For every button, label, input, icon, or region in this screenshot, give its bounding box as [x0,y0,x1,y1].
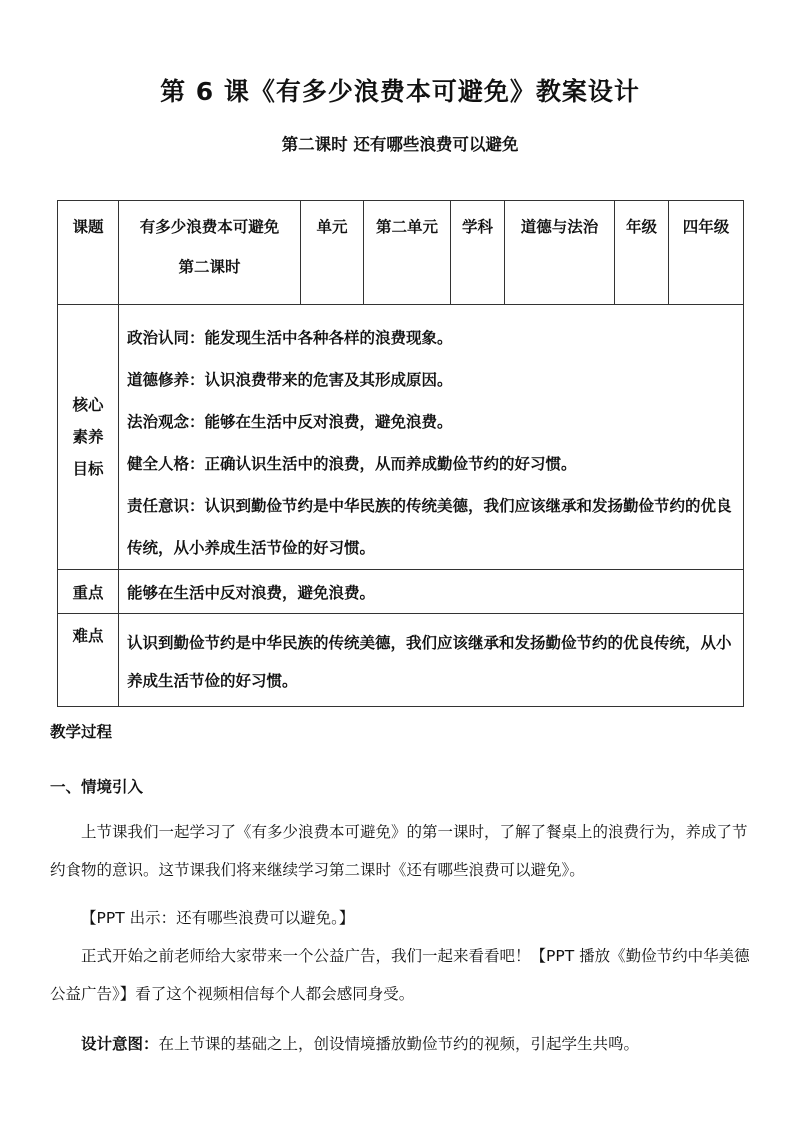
topic-line-1: 有多少浪费本可避免 [139,218,280,236]
design-intent-label: 设计意图： [81,1035,159,1053]
subject-value: 道德与法治 [505,201,615,305]
topic-line-2: 第二课时 [178,258,241,276]
paragraph-intro: 上节课我们一起学习了《有多少浪费本可避免》的第一课时，了解了餐桌上的浪费行为，养成了节约食物的意识。这节课我们将来继续学习第二课时《还有哪些浪费可以避免》。 [50,823,748,879]
design-intent-text: 在上节课的基础之上，创设情境播放勤俭节约的视频，引起学生共鸣。 [158,1035,640,1053]
subject-label: 学科 [451,201,505,305]
core-goal-item: 道德修养：认识浪费带来的危害及其形成原因。 [127,371,453,389]
paragraph-video: 正式开始之前老师给大家带来一个公益广告，我们一起来看看吧！【PPT 播放《勤俭节约中华美德公益广告》】看了这个视频相信每个人都会感同身受。 [50,947,750,1003]
grade-label: 年级 [615,201,669,305]
topic-value [119,201,301,305]
grade-value: 四年级 [669,201,744,305]
core-goal-item: 政治认同：能发现生活中各种各样的浪费现象。 [127,329,453,347]
key-point-label: 重点 [58,570,119,614]
topic-label: 课题 [58,201,119,305]
paragraph-design-intent [50,1025,750,1063]
core-label-line-1: 核心 [72,396,104,414]
paragraph-ppt: 【PPT 出示：还有哪些浪费可以避免。】 [81,909,355,927]
document-subtitle: 第二课时 还有哪些浪费可以避免 [281,135,519,154]
core-goals-label [58,305,119,570]
core-goals-list [119,305,744,570]
difficulty-label: 难点 [58,614,119,707]
core-goal-item: 责任意识：认识到勤俭节约是中华民族的传统美德，我们应该继承和发扬勤俭节约的优良传统，从小养成生活节俭的好习惯。 [127,497,732,557]
core-label-line-3: 目标 [72,460,104,478]
lesson-info-table [57,200,744,707]
key-point-text: 能够在生活中反对浪费，避免浪费。 [119,570,744,614]
core-goal-item: 健全人格：正确认识生活中的浪费，从而养成勤俭节约的好习惯。 [127,455,577,473]
table-header-row [58,201,744,305]
teaching-process-heading: 教学过程 [50,723,113,741]
section-heading: 一、情境引入 [50,778,144,796]
core-goals-row [58,305,744,570]
key-point-row [58,570,744,614]
unit-value: 第二单元 [364,201,451,305]
difficulty-text: 认识到勤俭节约是中华民族的传统美德，我们应该继承和发扬勤俭节约的优良传统，从小养成生活节俭的好习惯。 [119,614,744,707]
unit-label: 单元 [301,201,364,305]
document-title: 第 6 课《有多少浪费本可避免》教案设计 [160,77,640,106]
core-goal-item: 法治观念：能够在生活中反对浪费，避免浪费。 [127,413,453,431]
core-label-line-2: 素养 [72,428,104,446]
difficulty-row [58,614,744,707]
